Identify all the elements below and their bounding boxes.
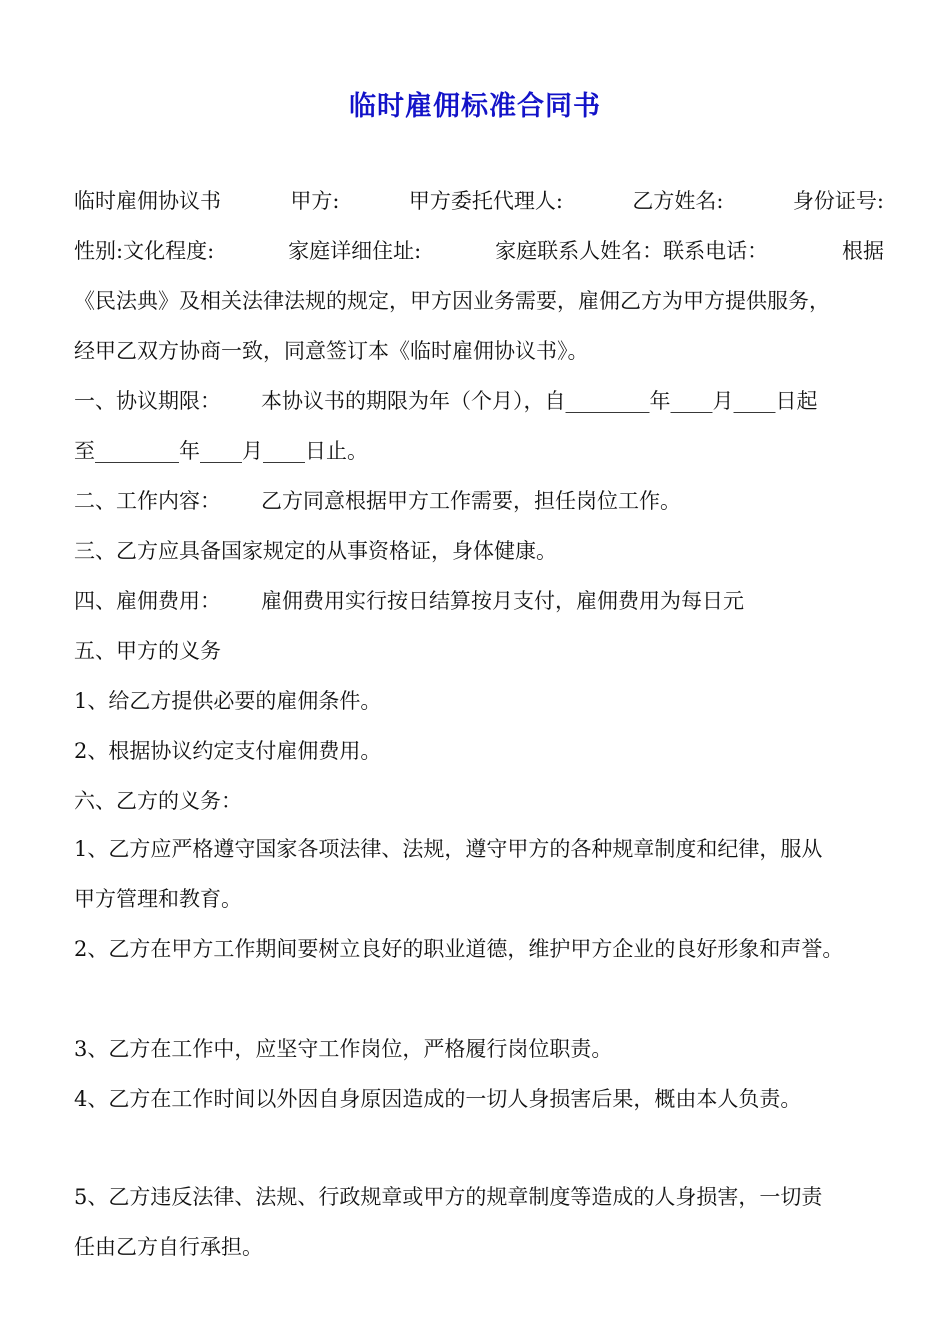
id-number-label: 身份证号: xyxy=(792,189,884,213)
section-6-item-5-line-2: 任由乙方自行承担。 xyxy=(74,1235,263,1259)
intro-line-3: 《民法典》及相关法律法规的规定，甲方因业务需要，雇佣乙方为甲方提供服务， xyxy=(74,289,830,313)
section-6-item-5-line-1: 5、乙方违反法律、法规、行政规章或甲方的规章制度等造成的人身损害，一切责 xyxy=(74,1185,823,1209)
party-b-name-label: 乙方姓名: xyxy=(632,189,724,213)
section-3: 三、乙方应具备国家规定的从事资格证，身体健康。 xyxy=(74,539,557,563)
intro-line-1 xyxy=(74,186,884,216)
party-a-label: 甲方: xyxy=(290,189,340,213)
section-2: 二、工作内容： 乙方同意根据甲方工作需要，担任岗位工作。 xyxy=(74,489,682,513)
section-5-heading: 五、甲方的义务 xyxy=(74,639,221,663)
party-a-agent-label: 甲方委托代理人: xyxy=(408,189,563,213)
section-1-line-1: 一、协议期限： 本协议书的期限为年（个月），自________年____月____日起 xyxy=(74,389,818,413)
home-address-label: 家庭详细住址: xyxy=(288,239,422,263)
section-6-item-1-line-2: 甲方管理和教育。 xyxy=(74,887,242,911)
section-5-item-1: 1、给乙方提供必要的雇佣条件。 xyxy=(74,689,382,713)
family-contact-label: 家庭联系人姓名：联系电话： xyxy=(495,239,769,263)
section-6-item-3: 3、乙方在工作中，应坚守工作岗位，严格履行岗位职责。 xyxy=(74,1037,613,1061)
document-title: 临时雇佣标准合同书 xyxy=(349,91,601,122)
intro-text-start: 根据 xyxy=(842,239,884,263)
section-4: 四、雇佣费用： 雇佣费用实行按日结算按月支付，雇佣费用为每日元 xyxy=(74,589,745,613)
intro-line-2 xyxy=(74,236,884,266)
section-6-item-4: 4、乙方在工作时间以外因自身原因造成的一切人身损害后果，概由本人负责。 xyxy=(74,1087,802,1111)
section-5-item-2: 2、根据协议约定支付雇佣费用。 xyxy=(74,739,382,763)
section-6-item-2: 2、乙方在甲方工作期间要树立良好的职业道德，维护甲方企业的良好形象和声誉。 xyxy=(74,937,844,961)
section-6-item-1-line-1: 1、乙方应严格遵守国家各项法律、法规，遵守甲方的各种规章制度和纪律，服从 xyxy=(74,837,823,861)
section-1-line-2: 至________年____月____日止。 xyxy=(74,439,368,463)
gender-education-label: 性别:文化程度: xyxy=(74,239,215,263)
agreement-label: 临时雇佣协议书 xyxy=(74,189,221,213)
intro-line-4: 经甲乙双方协商一致，同意签订本《临时雇佣协议书》。 xyxy=(74,339,589,363)
section-6-heading: 六、乙方的义务： xyxy=(74,789,242,813)
